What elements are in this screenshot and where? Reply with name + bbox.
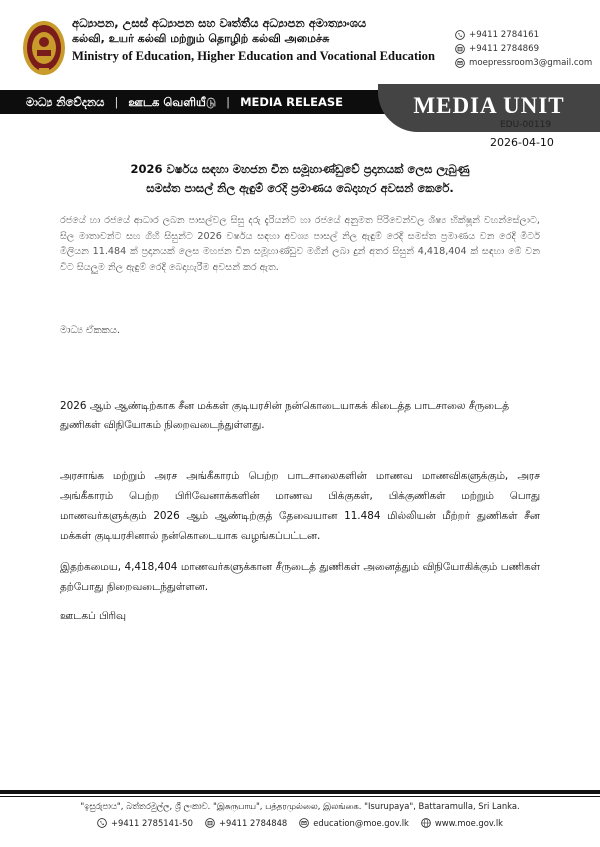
release-date: 2026-04-10 xyxy=(490,136,554,149)
reference-number: EDU-00119 xyxy=(500,120,552,130)
ministry-name xyxy=(72,16,462,65)
header-fax-row xyxy=(455,42,595,56)
banner-separator: | xyxy=(114,95,119,109)
footer-contacts xyxy=(0,818,600,828)
footer-email[interactable]: education@moe.gov.lk xyxy=(313,818,409,828)
email-icon xyxy=(299,818,309,828)
header-email[interactable]: moepressroom3@gmail.com xyxy=(469,58,593,68)
header-contacts xyxy=(455,28,595,70)
sinhala-title xyxy=(60,160,540,198)
sinhala-body-paragraph: රජයේ හා රජයේ ආධාර ලබන පාසල්වල සිසු දරු දැරියන්ට හා රජයේ අනුමත පිරිවෙන්වල ශිෂ්‍ය භික්ෂූන් වහන්සේලාට, සිල මාතාවන්ට සහ ගිහි සිසුන්ට 2026 වර්ෂය සඳහා අවශ්‍ය පාසල් නිල ඇඳුම් රෙදි සමස්ත ප්‍රමාණය වන රෙදි මීටර් මිලියන 11.484 ක් ප්‍රදානයක් ලෙස මහජන චීන සමූහාණ්ඩුව මගින් ලබා දුන් අතර සිසුන් 4,418,404 ක් සඳහා මේ වන විට සියලුම නිල ඇඳුම් රෙදි බෙදාහැරීම අවසන් කර ඇත. xyxy=(60,215,540,273)
fax-icon xyxy=(455,44,465,54)
footer-email-item xyxy=(299,818,409,828)
footer-fax: +9411 2784848 xyxy=(218,818,288,828)
header-phone: +9411 2784161 xyxy=(469,30,540,40)
banner-label-english: MEDIA RELEASE xyxy=(240,95,344,109)
footer-fax-item xyxy=(205,818,287,828)
fax-icon xyxy=(205,818,215,828)
footer-phone: +9411 2785141-50 xyxy=(110,818,193,828)
ministry-name-sinhala: අධ්‍යාපන, උසස් අධ්‍යාපන සහ වෘත්තීය අධ්‍යාපන අමාත්‍යාංශය xyxy=(72,16,367,30)
footer-divider xyxy=(0,796,600,797)
footer-phone-item xyxy=(97,818,193,828)
tamil-heading: 2026 ஆம் ஆண்டிற்காக சீன மக்கள் குடியரசின் நன்கொடையாகக் கிடைத்த பாடசாலை சீருடைத் துணிகள் விநியோகம் நிறைவடைந்துள்ளது. xyxy=(60,400,510,431)
phone-icon xyxy=(97,818,107,828)
banner-labels xyxy=(26,90,343,114)
banner-label-tamil: ஊடக வெளியீடு xyxy=(128,95,217,109)
phone-icon xyxy=(455,30,465,40)
header-fax: +9411 2784869 xyxy=(469,44,540,54)
footer-divider xyxy=(0,790,600,794)
footer-website[interactable]: www.moe.gov.lk xyxy=(434,818,504,828)
ministry-name-tamil: கல்வி, உயர் கல்வி மற்றும் தொழிற் கல்வி அமைச்சு xyxy=(72,32,330,45)
sinhala-signature: මාධ්‍ය ඒකකය. xyxy=(60,325,121,336)
ministry-name-english: Ministry of Education, Higher Education and Vocational Education xyxy=(72,49,435,63)
media-unit-tab: MEDIA UNIT xyxy=(378,84,600,132)
footer-address: "ඉසුරුපාය", බත්තරමුල්ල, ශ්‍රී ලංකාව. "இசுருபாய", பத்தரமுல்லை, இலங்கை. "Isurupaya", Battaramulla, Sri Lanka. xyxy=(80,801,520,811)
header-phone-row xyxy=(455,28,595,42)
footer-web-item xyxy=(421,818,503,828)
sinhala-title-line: 2026 වර්ෂය සඳහා මහජන චීන සමූහාණ්ඩුවේ ප්‍රදානයක් ලෙස ලැබුණු xyxy=(130,162,470,176)
letterhead xyxy=(0,0,600,90)
tamil-signature: ஊடகப் பிரிவு xyxy=(60,610,126,622)
banner-label-sinhala: මාධ්‍ය නිවේදනය xyxy=(26,95,105,109)
tamil-paragraph-2: இதற்கமைய, 4,418,404 மாணவர்களுக்கான சீருடைத் துணிகள் அனைத்தும் விநியோகிக்கும் பணிகள் தற்போது நிறைவடைந்துள்ளன. xyxy=(60,561,540,593)
sri-lanka-emblem-icon xyxy=(22,20,66,76)
header-email-row xyxy=(455,56,595,70)
banner-separator: | xyxy=(226,95,231,109)
globe-icon xyxy=(421,818,431,828)
email-icon xyxy=(455,58,465,68)
tamil-paragraph-1: அரசாங்க மற்றும் அரச அங்கீகாரம் பெற்ற பாடசாலைகளின் மாணவ மாணவிகளுக்கும், அரச அங்கீகாரம் பெற்ற பிரிவேனாக்களின் மாணவ பிக்குகள், பிக்குணிகள் மற்றும் பொது மாணவர்களுக்கும் 2026 ஆம் ஆண்டிற்குத் தேவையான 11.484 மில்லியன் மீற்றர் துணிகள் சீன மக்கள் குடியரசினால் நன்கொடையாக வழங்கப்பட்டன. xyxy=(60,470,540,542)
sinhala-title-line: සමස්ත පාසල් නිල ඇඳුම් රෙදි ප්‍රමාණය බෙදාහැර අවසන් කෙරේ. xyxy=(146,181,454,195)
